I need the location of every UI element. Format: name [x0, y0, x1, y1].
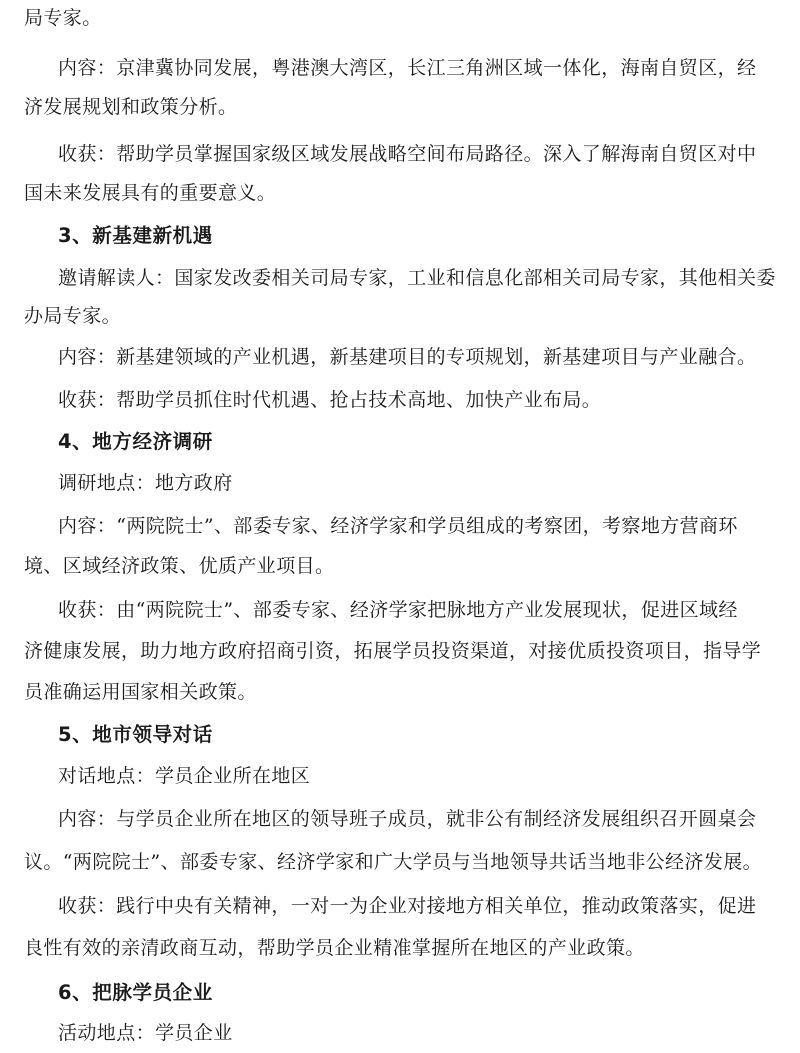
section3-gain-line1: 收获：帮助学员抓住时代机遇、抢占技术高地、加快产业布局。 [58, 389, 602, 411]
section6-location-line1: 活动地点：学员企业 [58, 1022, 233, 1044]
section4-gain-line1: 收获：由“两院院士”、部委专家、经济学家把脉地方产业发展现状，促进区域经 [58, 599, 738, 621]
section3-invitee-line2: 办局专家。 [24, 305, 122, 327]
section3-invitee-line1: 邀请解读人：国家发改委相关司局专家，工业和信息化部相关司局专家，其他相关委 [58, 267, 776, 289]
section2-gain-line1: 收获：帮助学员掌握国家级区域发展战略空间布局路径。深入了解海南自贸区对中 [58, 143, 757, 165]
section4-location-line1: 调研地点：地方政府 [58, 472, 233, 494]
section4-gain-line3: 员准确运用国家相关政策。 [24, 681, 257, 703]
section2-gain-line2: 国未来发展具有的重要意义。 [24, 182, 277, 204]
section4-content-line2: 境、区域经济政策、优质产业项目。 [24, 555, 335, 577]
section4-content-line1: 内容：“两院院士”、部委专家、经济学家和学员组成的考察团，考察地方营商环 [58, 515, 738, 537]
section5-content-line2: 议。“两院院士”、部委专家、经济学家和广大学员与当地领导共话当地非公经济发展。 [24, 851, 763, 873]
section4-gain-line2: 济健康发展，助力地方政府招商引资，拓展学员投资渠道，对接优质投资项目，指导学 [24, 640, 762, 662]
section2-content-line1: 内容：京津冀协同发展，粤港澳大湾区，长江三角洲区域一体化，海南自贸区，经 [58, 57, 757, 79]
section5-gain-line2: 良性有效的亲清政商互动，帮助学员企业精准掌握所在地区的产业政策。 [24, 937, 645, 959]
section4-heading: 4、地方经济调研 [58, 430, 213, 453]
section6-heading: 6、把脉学员企业 [58, 981, 213, 1004]
section3-heading: 3、新基建新机遇 [58, 224, 213, 247]
section5-location-line1: 对话地点：学员企业所在地区 [58, 765, 311, 787]
section5-gain-line1: 收获：践行中央有关精神，一对一为企业对接地方相关单位，推动政策落实，促进 [58, 895, 757, 917]
section2-content-line2: 济发展规划和政策分析。 [24, 96, 238, 118]
section5-heading: 5、地市领导对话 [58, 723, 213, 746]
section5-content-line1: 内容：与学员企业所在地区的领导班子成员，就非公有制经济发展组织召开圆桌会 [58, 808, 757, 830]
section2-invitee-tail: 局专家。 [24, 7, 102, 29]
section3-content-line1: 内容：新基建领域的产业机遇，新基建项目的专项规划，新基建项目与产业融合。 [58, 346, 757, 368]
